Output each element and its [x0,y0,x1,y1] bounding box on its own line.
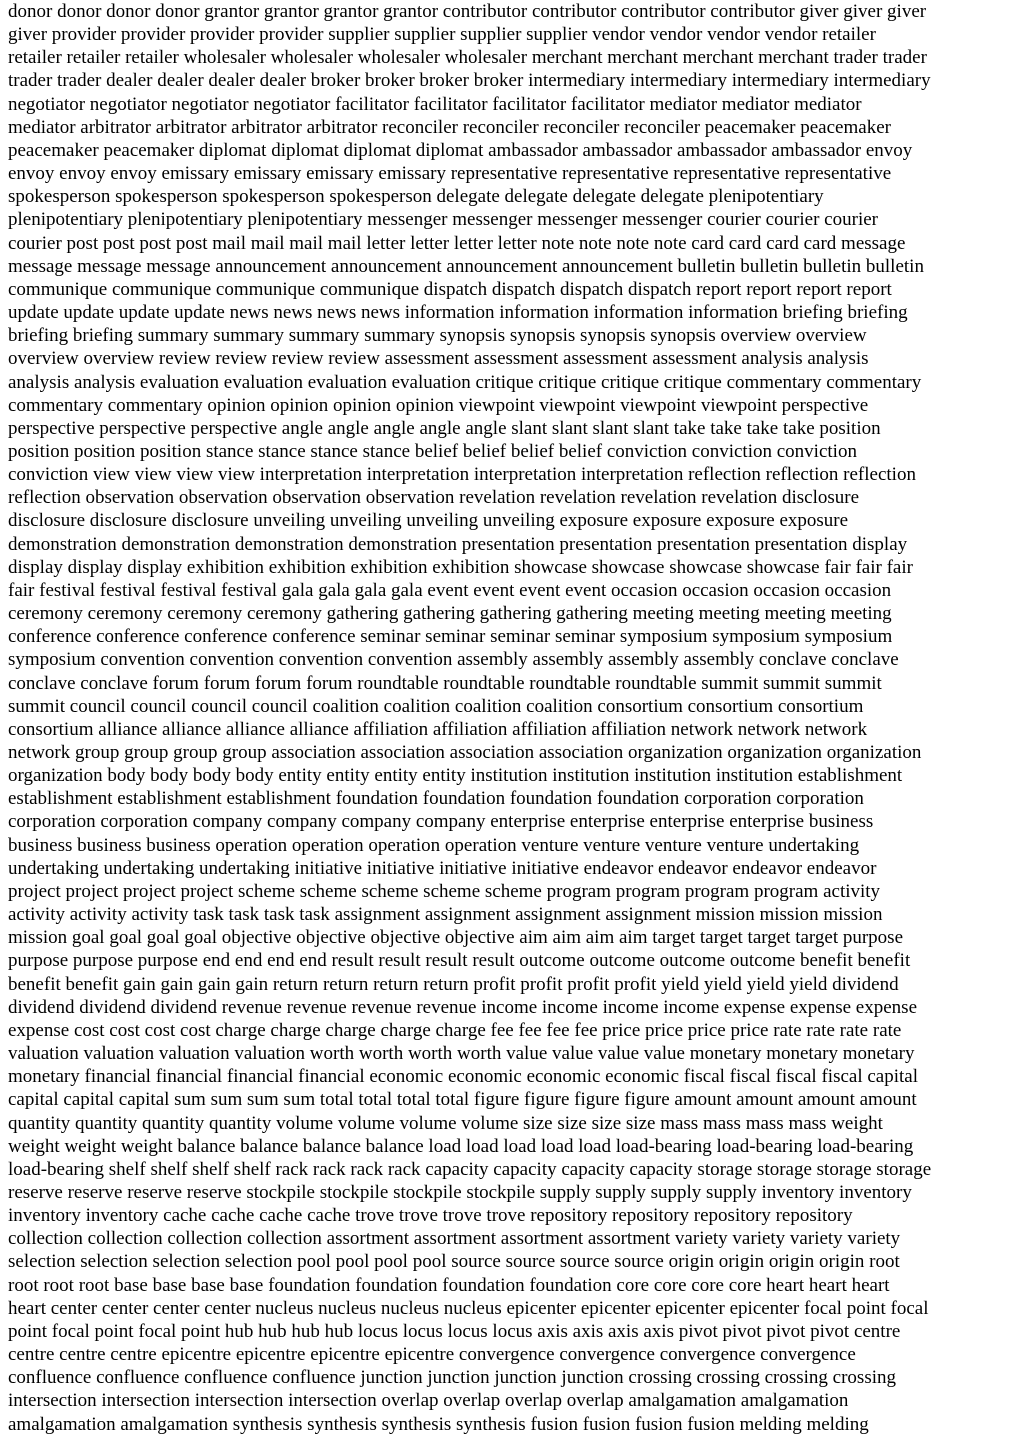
text-line: dividend dividend dividend revenue revenue revenue revenue income income income income expense expense expense [8,996,918,1018]
text-line: update update update update news news news news information information information information briefing briefing [8,302,908,324]
text-line: weight weight weight balance balance balance balance load load load load load load-bearing load-bearing load-bearing [8,1135,914,1157]
text-line: load-bearing shelf shelf shelf shelf rack rack rack rack capacity capacity capacity capacity storage storage storage storage [8,1158,932,1180]
text-line: peacemaker peacemaker diplomat diplomat diplomat diplomat ambassador ambassador ambassador ambassador envoy [8,139,913,161]
text-line: spokesperson spokesperson spokesperson spokesperson delegate delegate delegate delegate plenipotentiary [8,186,824,208]
text-line: fair festival festival festival festival gala gala gala gala event event event event occasion occasion occasion occasion [8,579,892,601]
text-line: analysis analysis evaluation evaluation evaluation evaluation critique critique critique critique commentary commentary [8,371,922,393]
text-line: retailer retailer retailer wholesaler wholesaler wholesaler wholesaler merchant merchant merchant merchant trader trader [8,47,927,69]
text-line: activity activity activity task task task task assignment assignment assignment assignment mission mission mission [8,904,883,926]
text-line: position position position stance stance stance stance belief belief belief belief conviction conviction conviction [8,440,857,462]
text-line: undertaking undertaking undertaking initiative initiative initiative initiative endeavor endeavor endeavor endeavor [8,857,877,879]
text-line: commentary commentary opinion opinion opinion opinion viewpoint viewpoint viewpoint viewpoint perspective [8,394,869,416]
text-line: capital capital capital sum sum sum sum total total total total figure figure figure figure amount amount amount amount [8,1089,917,1111]
text-line: donor donor donor donor grantor grantor grantor grantor contributor contributor contributor contributor giver giver giver [8,1,927,22]
text-line: symposium convention convention convention convention assembly assembly assembly assembly conclave conclave [8,649,899,671]
text-line: message message message announcement announcement announcement announcement bulletin bulletin bulletin bulletin [8,255,924,277]
text-line: confluence confluence confluence confluence junction junction junction junction crossing crossing crossing crossing [8,1367,896,1389]
text-line: selection selection selection selection pool pool pool pool source source source source origin origin origin origin root [8,1251,900,1273]
text-line: monetary financial financial financial financial economic economic economic economic fiscal fiscal fiscal fiscal capital [8,1066,918,1088]
text-line: mediator arbitrator arbitrator arbitrator arbitrator reconciler reconciler reconciler reconciler peacemaker peacemaker [8,116,891,138]
text-line: point focal point focal point hub hub hub hub locus locus locus locus axis axis axis axis pivot pivot pivot pivot centre [8,1320,901,1342]
text-line: giver provider provider provider provider supplier supplier supplier supplier vendor vendor vendor vendor retailer [8,24,876,46]
text-line: collection collection collection collection assortment assortment assortment assortment variety variety variety variety [8,1228,901,1250]
text-line: intersection intersection intersection intersection overlap overlap overlap overlap amalgamation amalgamation [8,1390,849,1412]
text-line: centre centre centre epicentre epicentre epicentre epicentre convergence convergence convergence convergence [8,1344,856,1366]
text-line: corporation corporation company company company company enterprise enterprise enterprise enterprise business [8,811,874,833]
text-line: perspective perspective perspective angle angle angle angle angle slant slant slant slant take take take take position [8,417,881,439]
text-line: briefing briefing summary summary summary summary synopsis synopsis synopsis synopsis overview overview [8,325,867,347]
text-line: heart center center center center nucleus nucleus nucleus nucleus epicenter epicenter epicenter epicenter focal point focal [8,1297,929,1319]
text-line: mission goal goal goal goal objective objective objective objective aim aim aim aim target target target target purpose [8,927,904,949]
text-line: inventory inventory cache cache cache cache trove trove trove trove repository repository repository repository [8,1205,853,1227]
text-line: valuation valuation valuation valuation worth worth worth worth value value value value monetary monetary monetary [8,1043,915,1065]
text-line: project project project project scheme scheme scheme scheme scheme program program program program activity [8,880,881,902]
text-line: reflection observation observation observation observation revelation revelation revelation revelation disclosure [8,487,860,509]
text-line: summit council council council council coalition coalition coalition coalition consortium consortium consortium [8,695,864,717]
text-line: consortium alliance alliance alliance alliance affiliation affiliation affiliation affiliation network network network [8,718,868,740]
text-line: display display display exhibition exhibition exhibition exhibition showcase showcase showcase showcase fair fair fair [8,556,913,578]
text-line: conference conference conference conference seminar seminar seminar seminar symposium symposium symposium [8,626,893,648]
text-line: amalgamation amalgamation synthesis synthesis synthesis synthesis fusion fusion fusion fusion melding melding [8,1413,869,1435]
text-line: negotiator negotiator negotiator negotiator facilitator facilitator facilitator facilitator mediator mediator mediator [8,93,862,115]
text-line: conviction view view view view interpretation interpretation interpretation interpretation reflection reflection reflection [8,464,916,486]
text-line: reserve reserve reserve reserve stockpile stockpile stockpile stockpile supply supply supply supply inventory inventory [8,1181,912,1203]
text-line: establishment establishment establishment foundation foundation foundation foundation corporation corporation [8,788,864,810]
text-line: purpose purpose purpose end end end end result result result result outcome outcome outcome outcome benefit benefit [8,950,911,972]
text-line: expense cost cost cost cost charge charge charge charge charge fee fee fee fee price price price price rate rate rate rate [8,1019,902,1041]
text-line: quantity quantity quantity quantity volume volume volume volume size size size size mass mass mass mass weight [8,1112,883,1134]
text-line: organization body body body body entity entity entity entity institution institution institution institution establishment [8,765,903,787]
text-line: courier post post post post mail mail mail mail letter letter letter letter note note note note card card card card message [8,232,906,254]
text-line: demonstration demonstration demonstration demonstration presentation presentation presentation presentation display [8,533,908,555]
text-line: trader trader dealer dealer dealer dealer broker broker broker broker intermediary intermediary intermediary intermediary [8,70,931,92]
text-line: business business business operation operation operation operation venture venture venture venture undertaking [8,834,860,856]
text-line: communique communique communique communique dispatch dispatch dispatch dispatch report report report report [8,278,892,300]
text-line: overview overview review review review review assessment assessment assessment assessment analysis analysis [8,348,869,370]
text-line: plenipotentiary plenipotentiary plenipotentiary messenger messenger messenger messenger courier courier courier [8,209,878,231]
text-line: root root root base base base base foundation foundation foundation foundation core core core core heart heart heart [8,1274,890,1296]
text-line: conclave conclave forum forum forum forum roundtable roundtable roundtable roundtable summit summit summit [8,672,882,694]
text-line: network group group group group association association association association organization organization organization [8,742,922,763]
text-line: benefit benefit gain gain gain gain return return return return profit profit profit profit yield yield yield yield dividend [8,973,899,995]
text-line: envoy envoy envoy emissary emissary emissary emissary representative representative representative representative [8,163,892,185]
text-line: ceremony ceremony ceremony ceremony gathering gathering gathering gathering meeting meeting meeting meeting [8,603,892,625]
text-line: disclosure disclosure disclosure unveiling unveiling unveiling unveiling exposure exposure exposure exposure [8,510,849,532]
